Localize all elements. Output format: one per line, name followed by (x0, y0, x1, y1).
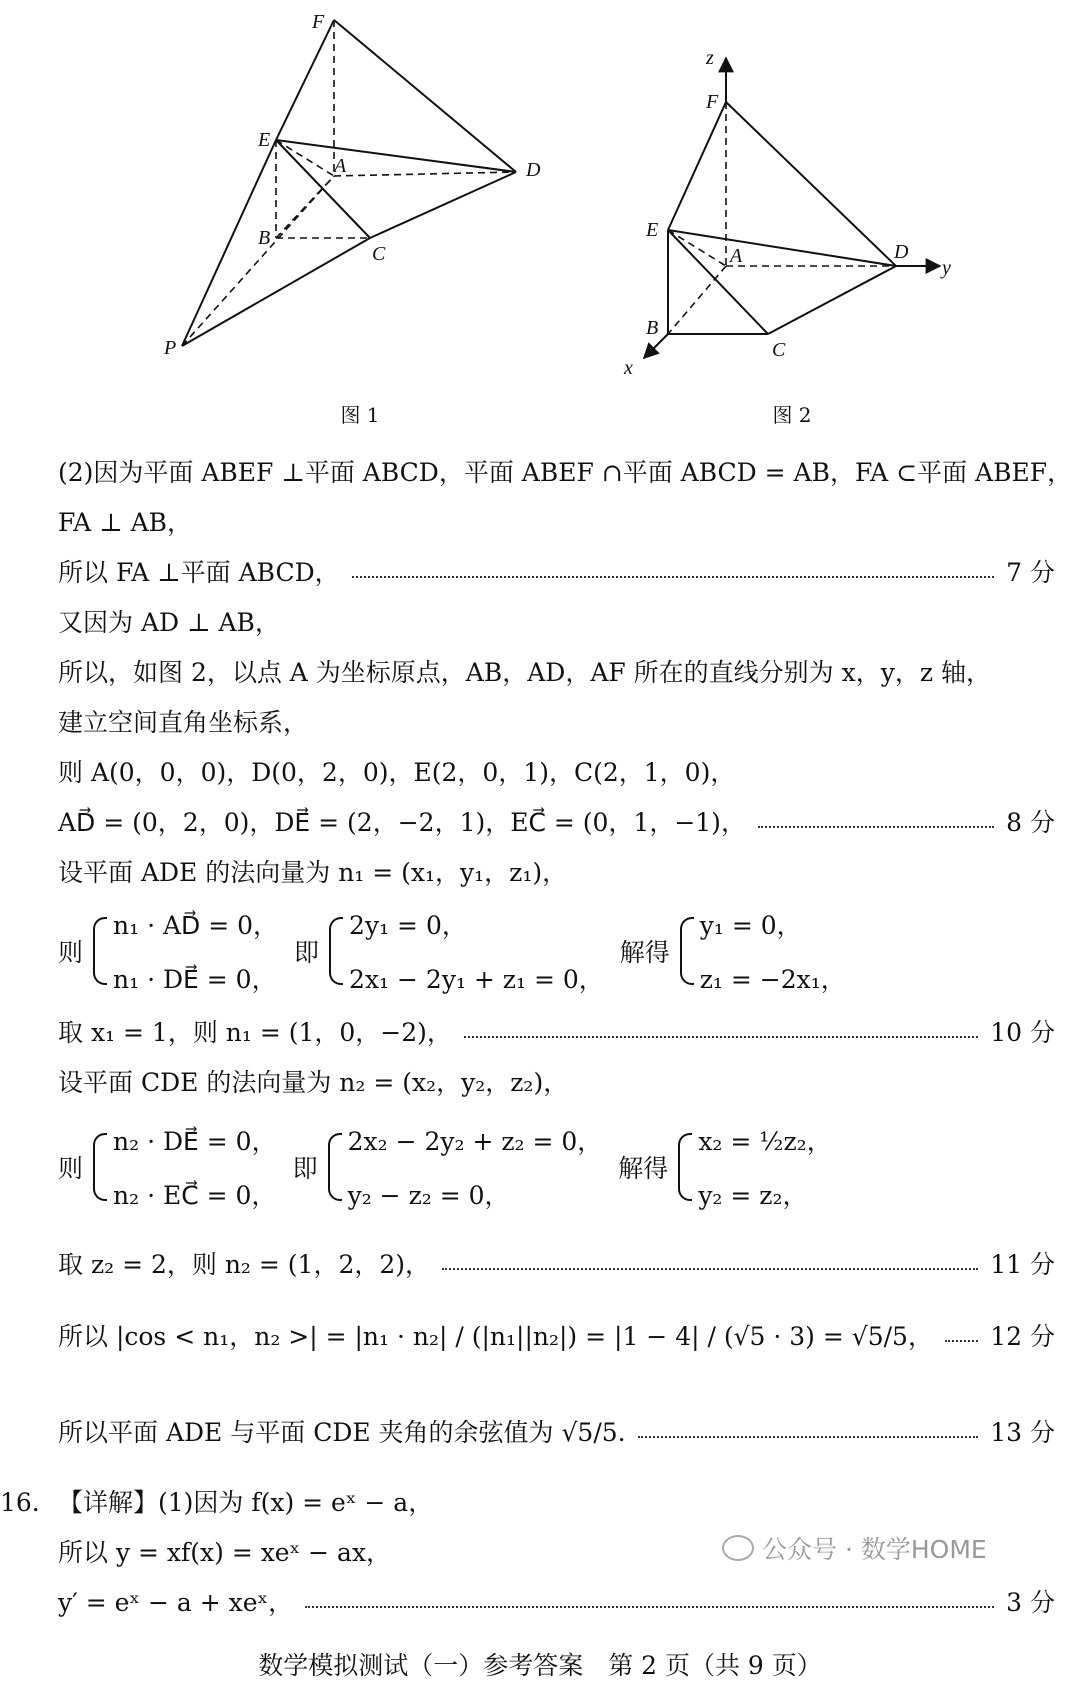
solution-line-14: 所以平面 ADE 与平面 CDE 夹角的余弦值为 √5/5. 13 分 (58, 1416, 1055, 1450)
solution-line-5: 所以，如图 2，以点 A 为坐标原点，AB，AD，AF 所在的直线分别为 x，y，z 轴， (58, 658, 991, 687)
fig2-label-A: A (730, 245, 743, 267)
figure-2-drawing (620, 40, 960, 380)
solution-line-1: (2)因为平面 ABEF ⊥平面 ABCD，平面 ABEF ∩平面 ABCD = AB，FA ⊂平面 ABEF， (58, 458, 1073, 487)
fig1-label-E: E (258, 129, 271, 151)
score-8: 8 分 (1006, 808, 1055, 837)
leader-dots (464, 1036, 978, 1038)
leader-dots (758, 826, 994, 828)
fig2-label-z: z (706, 47, 714, 69)
fig1-label-F: F (312, 11, 325, 33)
solution-line-3: 所以 FA ⊥平面 ABCD， 7 分 (58, 556, 1055, 590)
fig2-label-F: F (706, 91, 719, 113)
figure-2-caption: 图 2 (772, 403, 812, 427)
equation-system-1: 则 n₁ · AD⃗ = 0， n₁ · DE⃗ = 0， 即 2y₁ = 0， 2x₁ − 2y₁ + z₁ = 0， 解得 y₁ = 0， z₁ = −2x₁， (58, 911, 846, 994)
fig2-label-y: y (942, 257, 951, 279)
solution-line-16: 所以 y = xf(x) = xeˣ − ax， (58, 1538, 392, 1567)
solution-line-4: 又因为 AD ⊥ AB， (58, 608, 280, 637)
solution-line-2: FA ⊥ AB， (58, 508, 193, 537)
score-10: 10 分 (990, 1018, 1055, 1047)
fig2-label-x: x (624, 357, 633, 379)
score-12: 12 分 (990, 1322, 1055, 1351)
solution-line-6: 建立空间直角坐标系， (58, 708, 309, 737)
brace (93, 917, 107, 985)
fig2-label-C: C (772, 339, 786, 361)
leader-dots (442, 1268, 978, 1270)
brace (93, 1133, 107, 1201)
solution-line-8: AD⃗ = (0，2，0)，DE⃗ = (2，−2，1)，EC⃗ = (0，1，−1)， 8 分 (58, 806, 1055, 840)
equation-system-2: 则 n₂ · DE⃗ = 0， n₂ · EC⃗ = 0， 即 2x₂ − 2y₂ + z₂ = 0， y₂ − z₂ = 0， 解得 x₂ = ½z₂， y₂ = z₂， (58, 1127, 832, 1210)
page-footer: 数学模拟测试（一）参考答案 第 2 页（共 9 页） (258, 1651, 822, 1680)
question-number-16: 16. (0, 1488, 40, 1517)
solution-line-9: 设平面 ADE 的法向量为 n₁ = (x₁，y₁，z₁)， (58, 858, 568, 887)
watermark: 公众号 · 数学HOME (722, 1530, 987, 1566)
score-11: 11 分 (990, 1250, 1055, 1279)
solution-line-13: 所以 |cos < n₁，n₂ >| = |n₁ · n₂| / (|n₁||n₂|) = |1 − 4| / (√5 · 3) = √5/5， 12 分 (58, 1320, 1055, 1354)
solution-line-12: 取 z₂ = 2，则 n₂ = (1，2，2)， 11 分 (58, 1248, 1055, 1282)
leader-dots (305, 1606, 994, 1608)
figure-2 (620, 40, 960, 380)
solution-line-10: 取 x₁ = 1，则 n₁ = (1，0，−2)， 10 分 (58, 1016, 1055, 1050)
figure-1-drawing (160, 0, 560, 380)
fig2-label-D: D (894, 241, 909, 263)
leader-dots (638, 1436, 979, 1438)
solution-line-7: 则 A(0，0，0)，D(0，2，0)，E(2，0，1)，C(2，1，0)， (58, 758, 736, 787)
wechat-icon (722, 1535, 754, 1561)
solution-line-11: 设平面 CDE 的法向量为 n₂ = (x₂，y₂，z₂)， (58, 1068, 569, 1097)
fig2-label-B: B (646, 317, 659, 339)
fig1-label-C: C (372, 243, 386, 265)
fig1-label-P: P (164, 337, 177, 359)
figure-1-caption: 图 1 (340, 403, 380, 427)
fig1-label-A: A (334, 155, 347, 177)
brace (328, 1133, 342, 1201)
solution-line-15: 【详解】(1)因为 f(x) = eˣ − a， (58, 1488, 434, 1517)
solution-line-17: y′ = eˣ − a + xeˣ， 3 分 (58, 1586, 1055, 1620)
figure-1 (160, 0, 560, 380)
brace (329, 917, 343, 985)
leader-dots (352, 576, 994, 578)
score-7: 7 分 (1006, 558, 1055, 587)
leader-dots (945, 1340, 978, 1342)
fig1-label-D: D (526, 159, 541, 181)
fig1-label-B: B (258, 227, 271, 249)
score-3: 3 分 (1006, 1588, 1055, 1617)
brace (678, 1133, 692, 1201)
brace (680, 917, 694, 985)
score-13: 13 分 (990, 1418, 1055, 1447)
fig2-label-E: E (646, 219, 659, 241)
